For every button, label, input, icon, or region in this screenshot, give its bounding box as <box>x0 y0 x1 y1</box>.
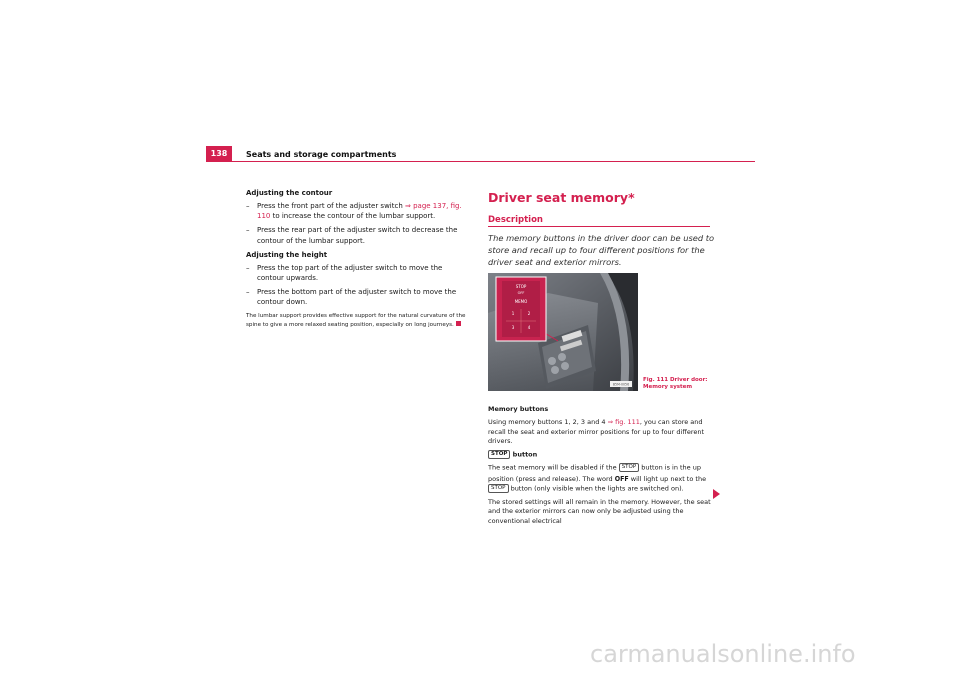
text: Using memory buttons 1, 2, 3 and 4 <box>488 417 608 426</box>
figure-code: B5M-0056 <box>612 382 630 387</box>
figure-reference-link[interactable]: ⇒ fig. 111 <box>607 417 640 426</box>
continue-arrow-icon <box>713 489 720 499</box>
end-of-section-icon <box>456 321 461 326</box>
stop-key-icon: STOP <box>619 463 640 472</box>
dash-bullet: – <box>246 226 250 235</box>
list-item-text: Press the rear part of the adjuster switch to decrease the contour of the lumbar support. <box>257 226 458 245</box>
height-heading: Adjusting the height <box>246 250 328 259</box>
subsection-title: Description <box>488 215 543 225</box>
memory-heading: Memory buttons <box>488 405 549 413</box>
list-item <box>246 287 471 307</box>
text: button <box>510 450 538 459</box>
page-number: 138 <box>206 146 232 162</box>
left-column <box>246 188 471 329</box>
watermark: carmanualsonline.info <box>590 640 856 668</box>
contour-heading: Adjusting the contour <box>246 189 333 197</box>
text: button (only visible when the lights are switched on). <box>508 484 684 493</box>
list-item-text: Press the bottom part of the adjuster switch to move the contour down. <box>257 288 457 307</box>
section-title: Driver seat memory* <box>488 190 635 205</box>
list-item <box>246 263 471 283</box>
caption-line: Fig. 111 Driver door: <box>643 377 708 383</box>
stop-heading <box>488 450 713 460</box>
inset-num-3: 3 <box>511 325 515 330</box>
driver-door-figure <box>488 273 638 391</box>
figure-caption <box>643 377 708 391</box>
list-item-text: Press the top part of the adjuster switch to move the contour upwards. <box>257 263 443 282</box>
inset-num-2: 2 <box>527 311 531 316</box>
dash-bullet: – <box>246 263 250 272</box>
inset-num-4: 4 <box>527 325 531 330</box>
header-rule <box>206 161 755 162</box>
caption-line: Memory system <box>643 384 693 391</box>
text: , you can store and recall the seat and exterior mirror positions for up to four different drivers. <box>488 417 705 446</box>
text: will light up next to the <box>628 474 707 483</box>
stop-key-icon: STOP <box>488 484 509 493</box>
running-title: Seats and storage compartments <box>246 150 397 159</box>
off-indicator-icon: OFF <box>614 474 629 483</box>
inset-memo-label: MEMO <box>514 299 528 304</box>
text: button is in the up position (press and release). The word <box>488 463 701 483</box>
subsection-rule <box>488 226 710 227</box>
list-item-text: Press the front part of the adjuster switch <box>257 202 405 211</box>
list-item <box>246 225 471 245</box>
note-text: The lumbar support provides effective support for the natural curvature of the spine to give a more relaxed seating position, especially on long journeys. <box>246 313 466 328</box>
lumbar-note <box>246 312 471 329</box>
intro-text: The memory buttons in the driver door can be used to store and recall up to four different positions for the driver seat and exterior mirrors. <box>488 233 715 268</box>
dash-bullet: – <box>246 202 250 211</box>
text: The seat memory will be disabled if the <box>488 463 619 472</box>
memory-paragraph <box>488 418 713 447</box>
inset-num-1: 1 <box>511 311 515 316</box>
list-item <box>246 201 471 221</box>
page-reference-link[interactable]: ⇒ page 137, fig. 110 <box>257 202 462 221</box>
stored-paragraph: The stored settings will all remain in the memory. However, the seat and the exterior mirrors can now only be adjusted using the conventional electrical <box>488 497 711 525</box>
list-item-text: to increase the contour of the lumbar support. <box>270 212 436 221</box>
inset-off-label: OFF <box>517 291 525 295</box>
right-body <box>488 405 713 530</box>
dash-bullet: – <box>246 288 250 297</box>
inset-stop-label: STOP <box>515 284 527 289</box>
stop-paragraph <box>488 463 713 494</box>
stop-key-icon: STOP <box>488 450 510 459</box>
